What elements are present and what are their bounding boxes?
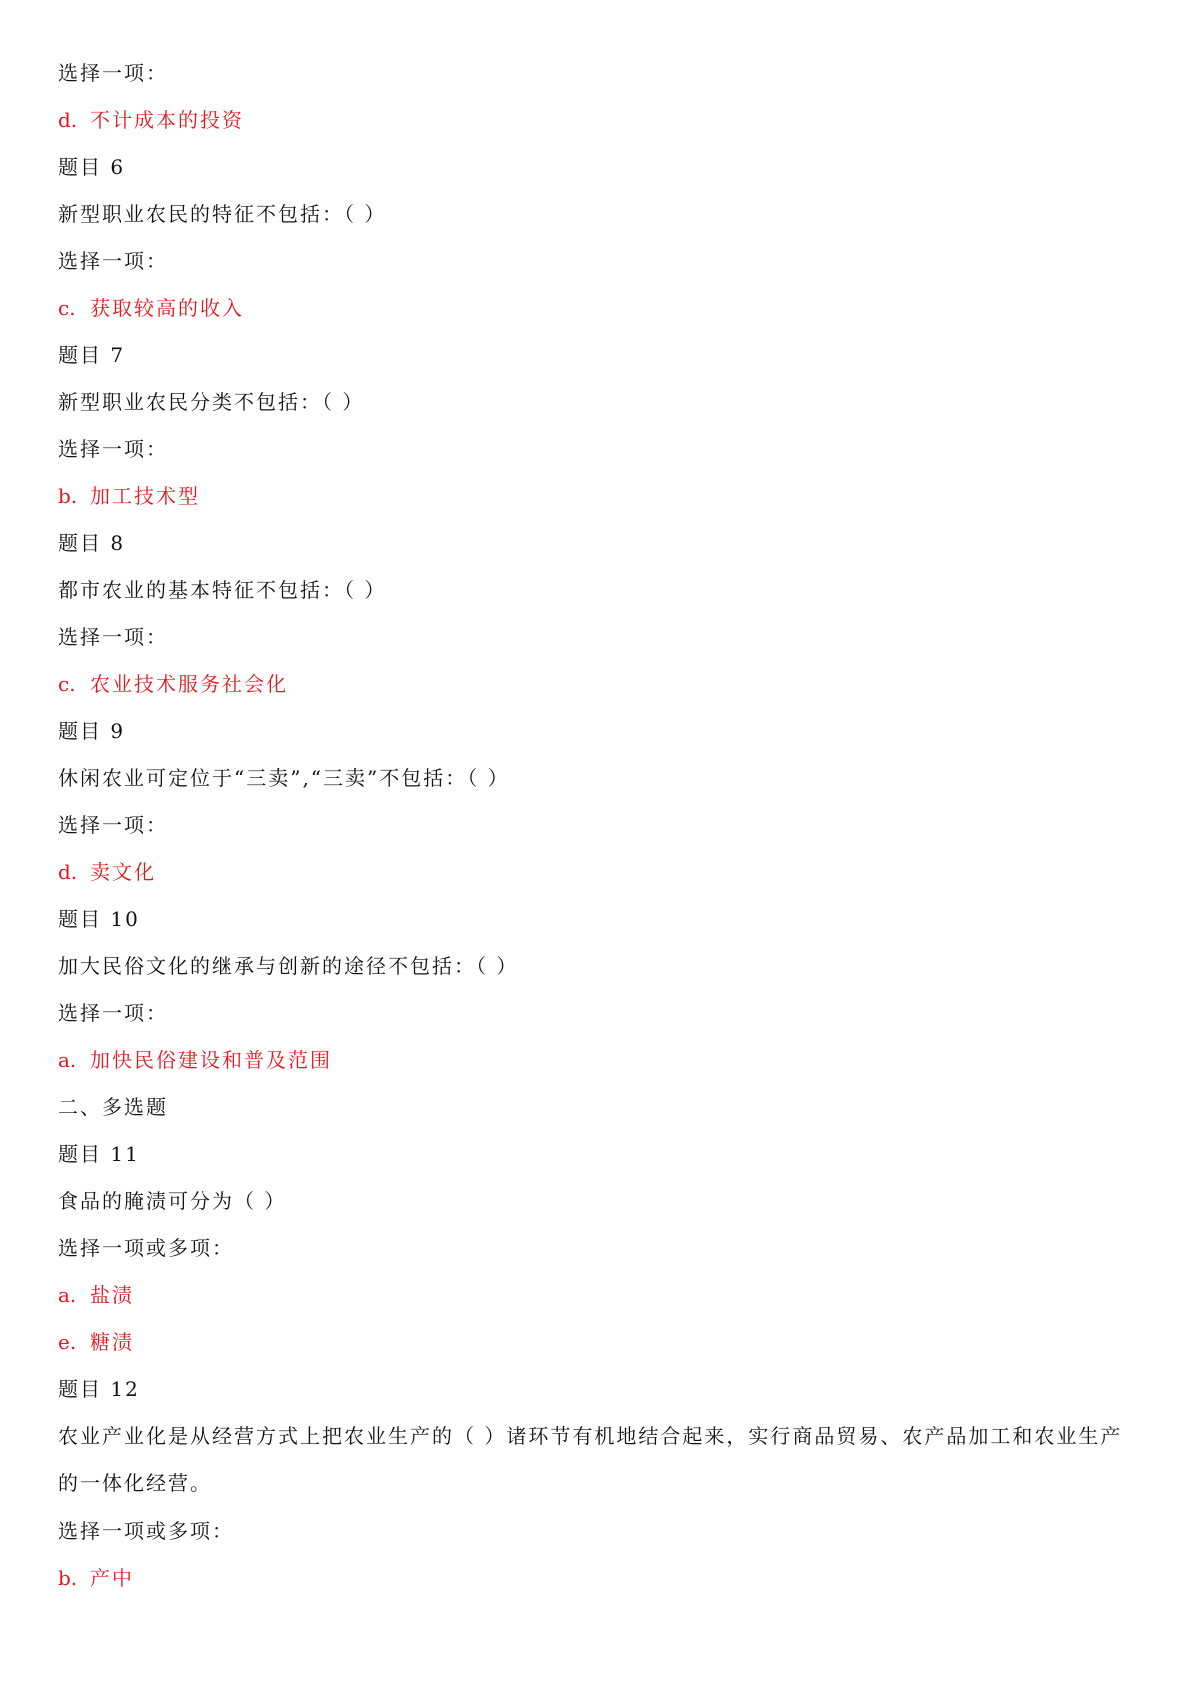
answer-option bbox=[58, 295, 1138, 321]
answer-option bbox=[58, 1282, 1138, 1308]
answer-option bbox=[58, 671, 1138, 697]
question-text: 加大民俗文化的继承与创新的途径不包括：（ ） bbox=[58, 954, 519, 978]
answer-text: 盐渍 bbox=[90, 1283, 134, 1307]
answer-option bbox=[58, 483, 1138, 509]
answer-letter: a. bbox=[58, 1048, 77, 1072]
question-text: 农业产业化是从经营方式上把农业生产的（ ）诸环节有机地结合起来，实行商品贸易、农产品加工和农业生产的一体化经营。 bbox=[58, 1424, 1123, 1495]
answer-letter: d. bbox=[58, 860, 78, 884]
question-number: 题目 12 bbox=[58, 1377, 140, 1401]
answer-letter: a. bbox=[58, 1283, 77, 1307]
answer-letter: e. bbox=[58, 1330, 77, 1354]
answer-text: 加工技术型 bbox=[90, 484, 200, 508]
question-number: 题目 7 bbox=[58, 343, 126, 367]
answer-text: 糖渍 bbox=[90, 1330, 134, 1354]
answer-option bbox=[58, 1047, 1138, 1073]
select-prompt: 选择一项： bbox=[58, 813, 168, 837]
answer-text: 不计成本的投资 bbox=[90, 108, 244, 132]
question-number: 题目 8 bbox=[58, 531, 126, 555]
answer-letter: b. bbox=[58, 484, 78, 508]
question-text: 都市农业的基本特征不包括：（ ） bbox=[58, 578, 387, 602]
select-prompt: 选择一项： bbox=[58, 249, 168, 273]
answer-letter: b. bbox=[58, 1566, 78, 1590]
select-prompt: 选择一项： bbox=[58, 1001, 168, 1025]
answer-option bbox=[58, 107, 1138, 133]
answer-option bbox=[58, 859, 1138, 885]
question-text: 食品的腌渍可分为（ ） bbox=[58, 1189, 287, 1213]
answer-text: 加快民俗建设和普及范围 bbox=[90, 1048, 332, 1072]
question-number: 题目 11 bbox=[58, 1142, 140, 1166]
select-prompt: 选择一项： bbox=[58, 61, 168, 85]
select-prompt: 选择一项或多项： bbox=[58, 1519, 234, 1543]
select-prompt: 选择一项： bbox=[58, 437, 168, 461]
question-number: 题目 6 bbox=[58, 155, 126, 179]
answer-text: 农业技术服务社会化 bbox=[90, 672, 288, 696]
question-number: 题目 10 bbox=[58, 907, 140, 931]
document-page bbox=[58, 60, 1138, 1612]
answer-letter: c. bbox=[58, 672, 76, 696]
question-text: 新型职业农民的特征不包括：（ ） bbox=[58, 202, 387, 226]
answer-text: 产中 bbox=[90, 1566, 134, 1590]
answer-option bbox=[58, 1565, 1138, 1591]
answer-text: 获取较高的收入 bbox=[90, 296, 244, 320]
question-text: 新型职业农民分类不包括：（ ） bbox=[58, 390, 365, 414]
section-heading: 二、多选题 bbox=[58, 1095, 168, 1119]
question-number: 题目 9 bbox=[58, 719, 126, 743]
question-text: 休闲农业可定位于“三卖”,“三卖”不包括：（ ） bbox=[58, 766, 510, 790]
answer-letter: d. bbox=[58, 108, 78, 132]
answer-option bbox=[58, 1329, 1138, 1355]
select-prompt: 选择一项： bbox=[58, 625, 168, 649]
answer-text: 卖文化 bbox=[90, 860, 156, 884]
select-prompt: 选择一项或多项： bbox=[58, 1236, 234, 1260]
answer-letter: c. bbox=[58, 296, 76, 320]
